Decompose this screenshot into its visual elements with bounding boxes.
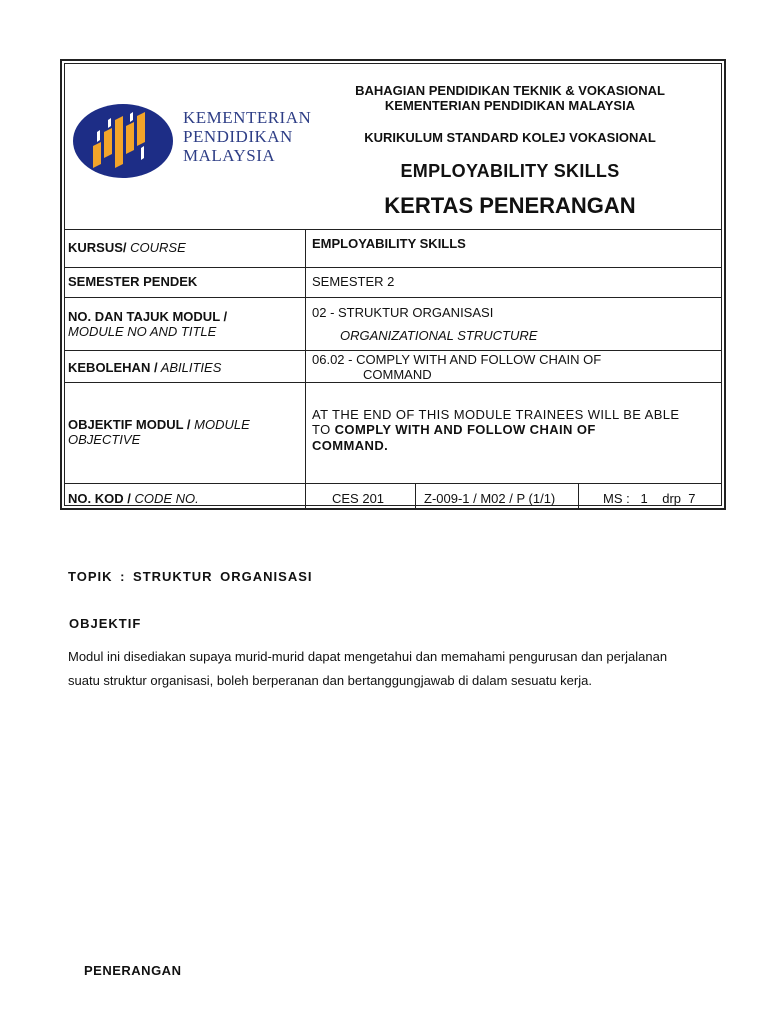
code-label-bold: NO. KOD /: [68, 491, 131, 506]
course-label: [68, 240, 186, 255]
objective-label-bold: OBJEKTIF MODUL /: [68, 417, 191, 432]
logo-text-line2: PENDIDIKAN: [183, 127, 293, 146]
semester-value: SEMESTER 2: [312, 274, 395, 289]
course-code: CES 201: [332, 491, 385, 506]
document-header: [65, 64, 721, 229]
table-inner-border: [64, 63, 722, 506]
objective-label-italic: MODULE: [190, 417, 250, 432]
header-titles: [310, 83, 710, 219]
column-divider: [305, 229, 306, 509]
objective-value-bold: COMPLY WITH AND FOLLOW CHAIN OF: [334, 422, 596, 437]
course-label-italic: COURSE: [126, 240, 186, 255]
abilities-label: [68, 360, 221, 375]
logo-text-line3: MALAYSIA: [183, 146, 276, 165]
abilities-label-bold: KEBOLEHAN /: [68, 360, 158, 375]
module-label-english: MODULE NO AND TITLE: [68, 324, 217, 339]
module-cover-table: [60, 59, 726, 510]
paragraph-line1: Modul ini disediakan supaya murid-murid dapat mengetahui dan memahami pengurusan dan perjalanan: [68, 649, 668, 664]
document-title: KERTAS PENERANGAN: [384, 193, 636, 218]
logo-text-line1: KEMENTERIAN: [183, 108, 312, 127]
objective-paragraph: [68, 645, 748, 693]
objective-label-english: OBJECTIVE: [68, 432, 141, 447]
objective-value-line3: COMMAND.: [312, 438, 389, 453]
module-title-english: ORGANIZATIONAL STRUCTURE: [340, 328, 538, 343]
code-label-italic: CODE NO.: [130, 491, 199, 506]
abilities-value-line2: COMMAND: [363, 367, 432, 382]
ministry-name: KEMENTERIAN PENDIDIKAN MALAYSIA: [384, 98, 636, 113]
paragraph-line2: suatu struktur organisasi, boleh berperanan dan bertanggungjawab di dalam sesuatu kerja.: [68, 673, 592, 688]
semester-label: SEMESTER PENDEK: [68, 274, 198, 289]
row-divider: [65, 382, 721, 383]
ministry-logo: [71, 102, 321, 180]
code-label: [68, 491, 199, 506]
objective-value-line1: AT THE END OF THIS MODULE TRAINEES WILL BE ABLE: [312, 407, 680, 422]
column-divider: [578, 483, 579, 509]
page-number: MS : 1 drp 7: [603, 491, 696, 506]
column-divider: [415, 483, 416, 509]
row-divider: [65, 297, 721, 298]
course-label-bold: KURSUS/: [68, 240, 127, 255]
objective-label: [68, 417, 250, 432]
row-divider: [65, 483, 721, 484]
explanation-heading: PENERANGAN: [84, 963, 182, 978]
subject-title: EMPLOYABILITY SKILLS: [400, 161, 620, 181]
row-divider: [65, 229, 721, 230]
module-title-malay: 02 - STRUKTUR ORGANISASI: [312, 305, 494, 320]
document-reference: Z-009-1 / M02 / P (1/1): [424, 491, 556, 506]
course-value: EMPLOYABILITY SKILLS: [312, 236, 466, 251]
ministry-emblem-icon: [71, 102, 181, 180]
row-divider: [65, 350, 721, 351]
objective-heading: OBJEKTIF: [69, 616, 142, 631]
objective-value-line2: [312, 422, 596, 437]
abilities-value-line1: 06.02 - COMPLY WITH AND FOLLOW CHAIN OF: [312, 352, 602, 367]
curriculum-name: KURIKULUM STANDARD KOLEJ VOKASIONAL: [364, 130, 656, 145]
row-divider: [65, 267, 721, 268]
ministry-logo-text: [183, 108, 311, 165]
division-name: BAHAGIAN PENDIDIKAN TEKNIK & VOKASIONAL: [355, 83, 665, 98]
module-label: NO. DAN TAJUK MODUL /: [68, 309, 228, 324]
objective-value-to: TO: [312, 422, 335, 437]
topic-heading: TOPIK : STRUKTUR ORGANISASI: [68, 569, 313, 584]
abilities-label-italic: ABILITIES: [157, 360, 222, 375]
